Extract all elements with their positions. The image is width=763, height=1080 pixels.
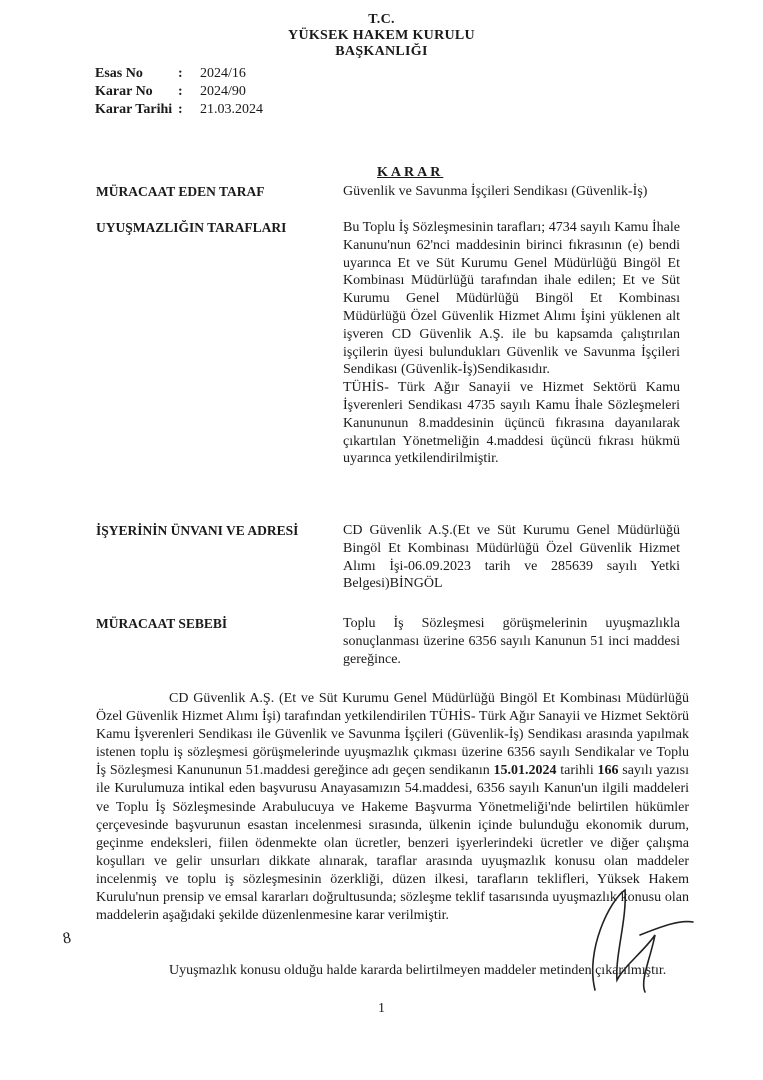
- section-value: Güvenlik ve Savunma İşçileri Sendikası (Güvenlik-İş): [343, 184, 648, 199]
- page-number: 1: [378, 1001, 385, 1016]
- section-label: MÜRACAAT SEBEBİ: [96, 616, 228, 631]
- meta-label: Esas No: [95, 66, 143, 81]
- meta-row-esas: [95, 65, 263, 83]
- meta-colon: :: [178, 66, 183, 81]
- meta-value: 2024/90: [200, 84, 246, 99]
- section-value: Toplu İş Sözleşmesi görüşmelerinin uyuşmazlıkla sonuçlanması üzerine 6356 sayılı Kanunun 51 inci maddesi gereğince.: [343, 616, 680, 667]
- header-institution: YÜKSEK HAKEM KURULU: [288, 28, 475, 43]
- meta-label: Karar No: [95, 84, 153, 99]
- application-number: 166: [597, 763, 619, 779]
- meta-label: Karar Tarihi: [95, 102, 173, 117]
- meta-value: 2024/16: [200, 66, 246, 81]
- meta-row-karar: [95, 83, 263, 101]
- parties-paragraph-1: Bu Toplu İş Sözleşmesinin tarafları; 4734 sayılı Kamu İhale Kanunu'nun 62'nci maddesinin birinci fıkrasının (e) bendi uyarınca Et ve Süt Kurumu Genel Müdürlüğü Bingöl Et Kombinası Müdürlüğü tarafından ihale edilen; Et ve Süt Kurumu Genel Müdürlüğü Bingöl Et Kombinası Müdürlüğü Özel Güvenlik Hizmet Alımı İşini yüklenen alt işveren CD Güvenlik A.Ş. ile bu kapsamda çalıştırılan işçilerin üyesi bulundukları Güvenlik ve Savunma İşçileri Sendikası (Güvenlik-İş)Sendikasıdır.: [343, 220, 680, 378]
- body-text: tarihli: [556, 763, 598, 779]
- meta-colon: :: [178, 84, 183, 99]
- section-value: [343, 219, 680, 468]
- application-date: 15.01.2024: [493, 763, 557, 779]
- parties-paragraph-2: TÜHİS- Türk Ağır Sanayii ve Hizmet Sektörü Kamu İşverenleri Sendikası 4735 sayılı Kamu İhale Sözleşmeleri Kanununun 8.maddesinin üçüncü fıkrasına dayanılarak çıkartılan Yönetmeliğin 4.maddesi üçüncü fıkrası hükmü uyarınca yetkilendirilmiştir.: [343, 380, 680, 467]
- section-label: MÜRACAAT EDEN TARAF: [96, 184, 265, 199]
- meta-value: 21.03.2024: [200, 102, 263, 117]
- document-title: KARAR: [377, 165, 444, 180]
- section-value: CD Güvenlik A.Ş.(Et ve Süt Kurumu Genel Müdürlüğü Bingöl Et Kombinası Müdürlüğü Özel Güvenlik Hizmet Alımı İşi-06.09.2023 tarih ve 285639 sayılı Yetki Belgesi)BİNGÖL: [343, 523, 680, 592]
- section-label: UYUŞMAZLIĞIN TARAFLARI: [96, 220, 287, 235]
- header-department: BAŞKANLIĞI: [335, 44, 428, 59]
- body-text: CD Güvenlik A.Ş. (Et ve Süt Kurumu Genel Müdürlüğü Bingöl Et Kombinası Müdürlüğü Özel Güvenlik Hizmet Alımı İşi) tarafından yetkilendirilen TÜHİS- Türk Ağır Sanayii ve Hizmet Sektörü Kamu İşverenleri Sendikası ile Güvenlik ve Savunma İşçileri (Güvenlik-İş) Sendikası arasında yapılmak istenen toplu iş sözleşmesi görüşmelerinde uyuşmazlık çıkması üzerine 6356 sayılı Sendikalar ve Toplu İş Sözleşmesi Kanununun 51.maddesi gereğince adı geçen sendikanın: [96, 691, 689, 779]
- meta-row-tarih: [95, 101, 263, 119]
- meta-colon: :: [178, 102, 183, 117]
- case-meta: [95, 65, 263, 119]
- document-header: [0, 12, 763, 60]
- body-text: sayılı yazısı ile Kurulumuza intikal eden başvurusu Anayasamızın 54.maddesi, 6356 sayılı Kanun'un ilgili maddeleri ve Toplu İş Sözleşmesinde Arabulucuya ve Hakeme Başvurma Yönetmeliği'nde belirtilen hükümler çerçevesinde başvurunun esastan incelenmesi sırasında, ülkenin içinde bulunduğu ekonomik durum, geçinme endeksleri, fiilen ödenmekte olan ücretler, benzeri işyerlerindeki ücretler ve diğer çalışma koşulları ve gelir unsurları dikkate alınarak, taraflar arasında uyuşmazlık konusu olan maddeler incelenmiş ve toplu iş sözleşmesinin özerkliği, düzen ilkesi, tarafların teklifleri, Yüksek Hakem Kurulu'nun prensip ve emsal kararları doğrultusunda; sözleşme teklif tasarısında uyuşmazlık konusu olan maddelerin aşağıdaki şekilde düzenlenmesine karar verilmiştir.: [96, 763, 689, 924]
- header-tc: T.C.: [368, 12, 395, 27]
- body-paragraph-2: Uyuşmazlık konusu olduğu halde kararda belirtilmeyen maddeler metinden çıkarılmıştır.: [169, 963, 667, 978]
- section-label: İŞYERİNİN ÜNVANI VE ADRESİ: [96, 523, 299, 538]
- signature-initials: [555, 880, 705, 1000]
- handwritten-margin-mark: 8: [61, 929, 73, 948]
